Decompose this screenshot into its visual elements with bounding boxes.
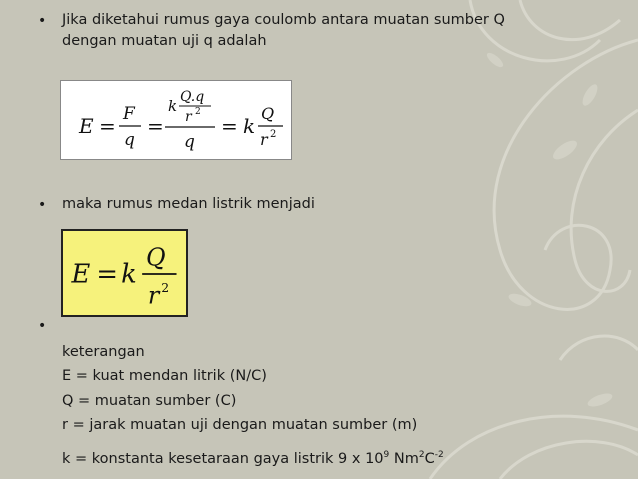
f1-eq3: = [221,114,238,138]
bullet-1 [0,10,638,54]
f1-E: E [79,114,94,138]
k-mid: Nm [389,451,419,467]
keterangan-Q: Q = muatan sumber (C) [62,393,237,409]
f2-r-exp: 2 [161,280,170,296]
f2-k: k [121,259,137,290]
f1-q2: q [184,132,195,152]
k-exp-2: 2 [418,450,425,461]
f2-eq: = [96,259,118,290]
f1-q1: q [124,130,135,150]
bullet-1-line-2: dengan muatan uji q adalah [62,33,267,49]
f2-Q: Q [145,243,166,272]
f2-E: E [71,259,91,290]
f1-F: F [123,104,135,124]
f1-eq1: = [99,114,116,138]
f1-r: r [185,109,192,125]
bullet-symbol: • [38,13,47,29]
k-unit: C [424,451,435,467]
keterangan-E: E = kuat mendan litrik (N/C) [62,368,267,384]
f1-Q: Q [261,104,275,123]
coulomb-formula-image [60,80,292,160]
k-exp-9: 9 [383,450,390,461]
bullet-2 [0,194,638,216]
f1-r2: r [260,130,268,149]
bullet-symbol: • [38,318,47,334]
k-prefix: k = konstanta kesetaraan gaya listrik 9 x 10 [62,451,384,467]
f1-r-exp: 2 [195,107,201,117]
keterangan-heading: keterangan [62,344,145,360]
keterangan-k [62,449,444,470]
keterangan-r: r = jarak muatan uji dengan muatan sumber (m) [62,417,418,433]
f1-eq2: = [147,114,164,138]
bullet-1-line-1: Jika diketahui rumus gaya coulomb antara muatan sumber Q [62,12,505,28]
k-exp-neg2: -2 [434,450,444,461]
bullet-symbol: • [38,197,47,213]
f1-Qq: Q.q [180,89,205,105]
bullet-3 [0,316,638,476]
f1-k2: k [243,114,256,138]
bullet-2-text: maka rumus medan listrik menjadi [62,196,315,212]
electric-field-formula-image [61,229,188,317]
f1-k1: k [168,97,178,115]
f1-r2-exp: 2 [270,129,277,140]
f2-r: r [147,281,160,310]
